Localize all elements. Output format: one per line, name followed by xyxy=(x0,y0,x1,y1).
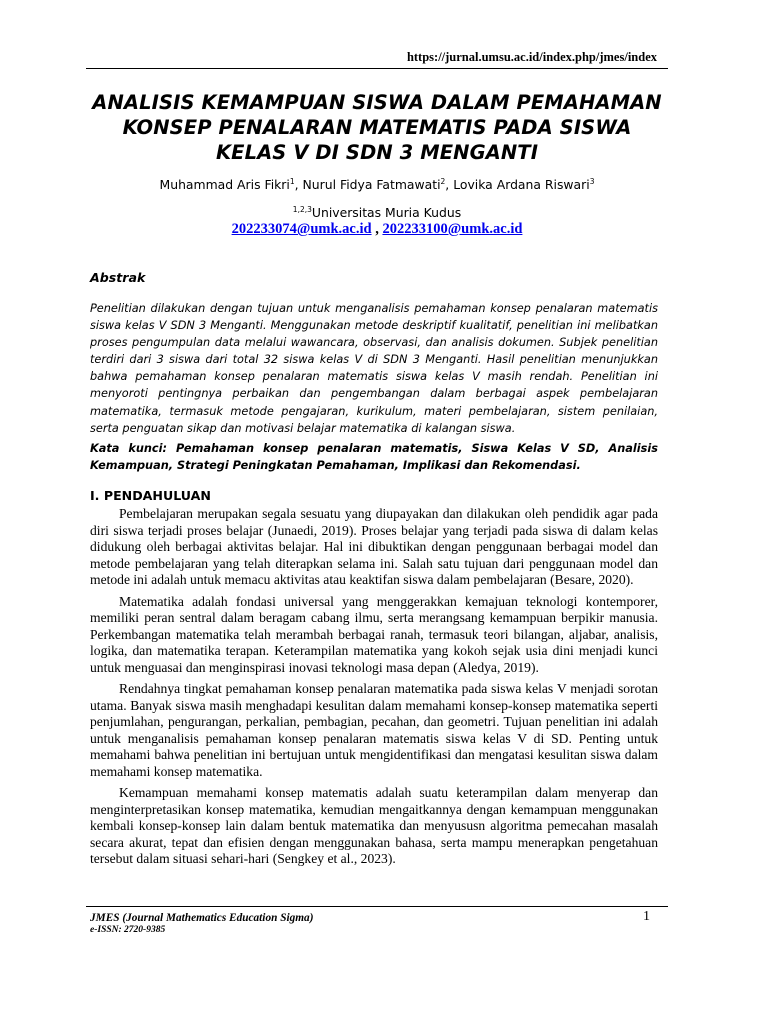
page-number: 1 xyxy=(643,909,650,924)
paper-title: ANALISIS KEMAMPUAN SISWA DALAM PEMAHAMAN KONSEP PENALARAN MATEMATIS PADA SISWA KELAS V DI SDN 3 MENGANTI xyxy=(92,91,662,164)
footer-issn: e-ISSN: 2720-9385 xyxy=(90,925,166,935)
journal-url: https://jurnal.umsu.ac.id/index.php/jmes/index xyxy=(406,50,657,64)
affiliation xyxy=(86,205,668,220)
author-name: Lovika Ardana Riswari xyxy=(453,177,590,193)
footer-divider xyxy=(86,906,668,907)
author-list: Muhammad Aris Fikri$^1$, Nurul Fidya Fatmawati$^2$, Lovika Ardana Riswari$^3$ xyxy=(159,177,595,193)
affiliation-name: Universitas Muria Kudus xyxy=(311,205,462,221)
author-emails xyxy=(86,221,668,238)
author-affiliation-mark: 2 xyxy=(440,177,446,186)
email-link-1[interactable]: 202233074@umk.ac.id xyxy=(231,221,372,237)
body-paragraph-2: Matematika adalah fondasi universal yang menggerakkan kemajuan teknologi kontemporer, memiliki peran sentral dalam beragam cabang ilmu, serta merangsang kemampuan berpikir manusia. Perkembangan matematika telah merambah berbagai ranah, termasuk teori bilangan, aljabar, analisis, logika, dan matematika terapan. Keterampilan matematika yang kokoh sejak usia dini menjadi kunci untuk menguasai dan menginspirasi inovasi teknologi masa depan (Aledya, 2019). xyxy=(90,593,658,675)
section-heading: I. PENDAHULUAN xyxy=(90,488,211,503)
header-divider xyxy=(86,68,668,69)
email-link-2[interactable]: 202233100@umk.ac.id xyxy=(382,221,523,237)
affiliation-mark: 1,2,3 xyxy=(292,205,312,214)
abstract-text: Penelitian dilakukan dengan tujuan untuk menganalisis pemahaman konsep penalaran matematis siswa kelas V SDN 3 Menganti. Menggunakan metode deskriptif kualitatif, penelitian ini melibatkan proses pengumpulan data melalui wawancara, observasi, dan analisis dokumen. Subjek penelitian terdiri dari 3 siswa dari total 32 siswa kelas V di SDN 3 Menganti. Hasil penelitian menunjukkan bahwa pemahaman konsep penalaran matematis siswa kelas V masih rendah. Penelitian ini menyoroti pentingnya perbaikan dan pengembangan dalam berbagai aspek pembelajaran matematika, termasuk metode pengajaran, kurikulum, materi pembelajaran, sistem penilaian, serta penguatan sikap dan motivasi belajar matematika di kalangan siswa. xyxy=(90,302,658,435)
author-affiliation-mark: 3 xyxy=(589,177,595,186)
body-paragraph-4: Kemampuan memahami konsep matematis adalah suatu keterampilan dalam menyerap dan menginterpretasikan konsep matematika, kemudian mengaitkannya dengan kemampuan menggunakan kembali konsep-konsep lain dalam bentuk matematika dan menyususn algoritma pemecahan masalah secara akurat, tepat dan efisien dengan menggunakan bahasa, serta mampu menerapkan pengetahuan tersebut dalam situasi sehari-hari (Sengkey et al., 2023). xyxy=(90,785,658,866)
author-name: Nurul Fidya Fatmawati xyxy=(302,177,441,193)
footer-journal-name: JMES (Journal Mathematics Education Sigma) xyxy=(90,912,314,924)
keywords: Kata kunci: Pemahaman konsep penalaran matematis, Siswa Kelas V SD, Analisis Kemampuan, Strategi Peningkatan Pemahaman, Implikasi dan Rekomendasi. xyxy=(90,442,658,472)
email-separator: , xyxy=(371,221,383,237)
abstract-heading: Abstrak xyxy=(90,270,146,285)
body-paragraph-3: Rendahnya tingkat pemahaman konsep penalaran matematika pada siswa kelas V menjadi sorotan utama. Banyak siswa masih menghadapi kesulitan dalam memahami konsep-konsep matematika seperti penjumlahan, pengurangan, perkalian, pembagian, pecahan, dan geometri. Tujuan penelitian ini adalah untuk menganalisis pemahaman konsep penalaran matematis siswa kelas V di SD. Penting untuk memahami bahwa penelitian ini bertujuan untuk mengidentifikasi dan mengatasi kesulitan siswa dalam memahami konsep matematika. xyxy=(90,681,658,779)
body-paragraph-1: Pembelajaran merupakan segala sesuatu yang diupayakan dan dilakukan oleh pendidik agar pada diri siswa terjadi proses belajar (Junaedi, 2019). Proses belajar yang terjadi pada siswa di dalam kelas didukung oleh berbagai aktivitas belajar. Hal ini dibuktikan dengan penggunaan berbagai model dan metode pembelajaran yang telah diterapkan selama ini. Salah satu tujuan dari penggunaan model dan metode ini adalah untuk memacu aktivitas atau keaktifan siswa dalam pembelajaran (Besare, 2020). xyxy=(90,506,658,587)
author-affiliation-mark: 1 xyxy=(289,177,295,186)
section-body xyxy=(90,506,658,873)
author-name: Muhammad Aris Fikri xyxy=(159,177,290,193)
